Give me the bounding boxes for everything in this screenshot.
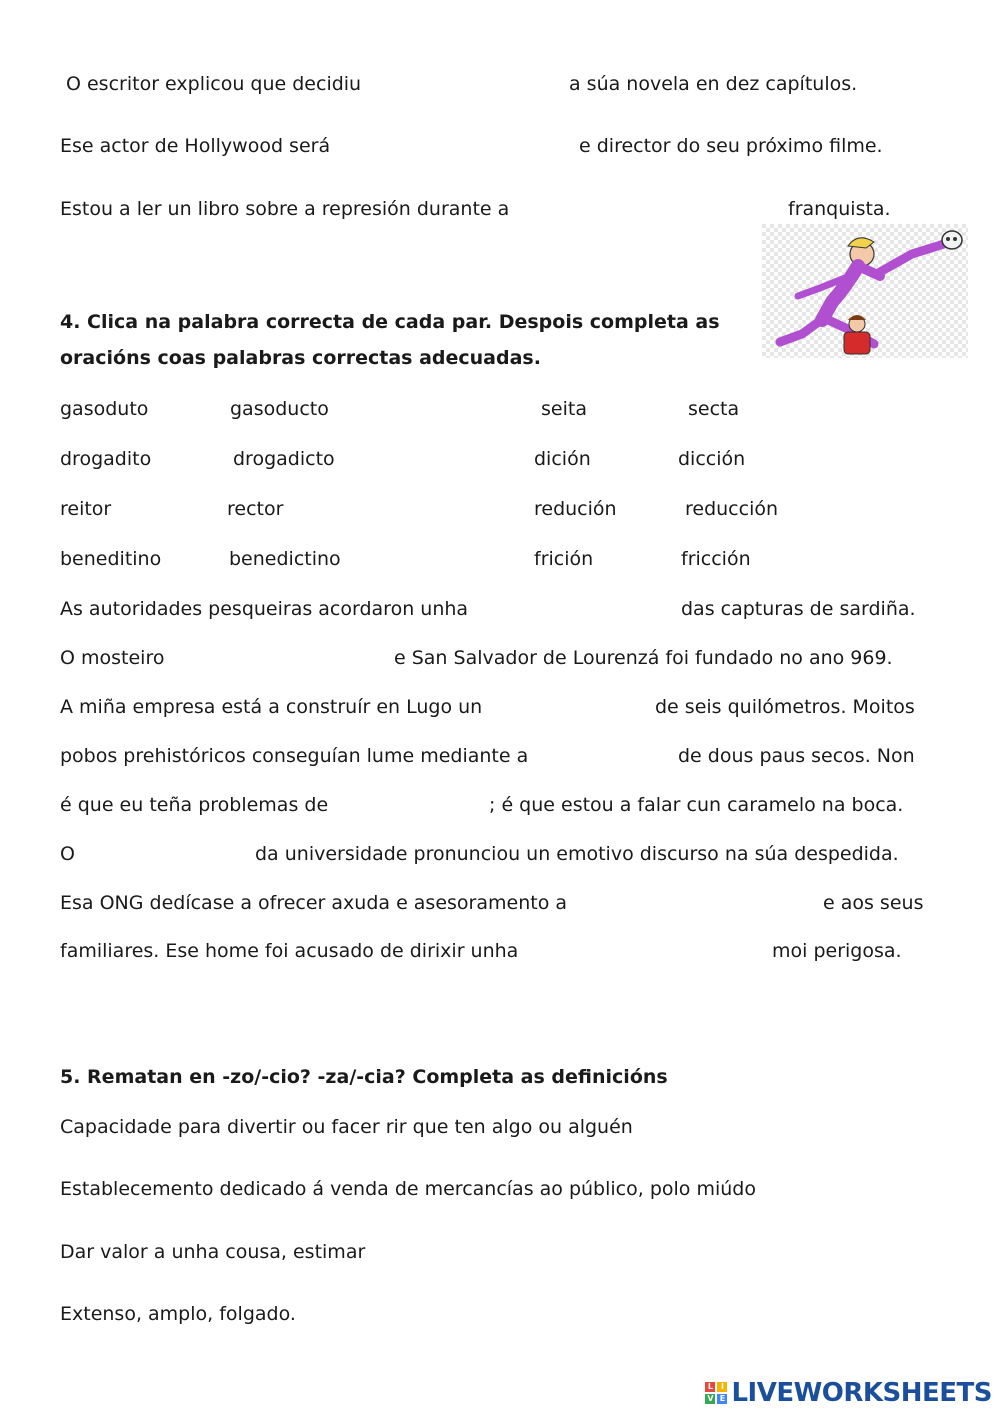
paragraph-line-3-start: A miña empresa está a construír en Lugo un [60, 696, 483, 718]
paragraph-line-4-end: de dous paus secos. Non [678, 745, 915, 767]
definition-2: Establecemento dedicado á venda de mercancías ao público, polo miúdo [60, 1178, 756, 1200]
section-4-heading-line-2: oracións coas palabras correctas adecuadas. [60, 347, 541, 369]
paragraph-line-6-end: da universidade pronunciou un emotivo discurso na súa despedida. [255, 843, 899, 865]
logo-cell-v: V [707, 1394, 714, 1403]
word-option-redución[interactable]: redución [534, 498, 617, 520]
blank-input-10[interactable] [604, 891, 816, 917]
paragraph-line-1-end: das capturas de sardiña. [681, 598, 916, 620]
blank-input-9[interactable] [84, 842, 248, 868]
sentence-2-end: e director do seu próximo filme. [579, 135, 883, 157]
word-option-gasoduto[interactable]: gasoduto [60, 398, 149, 420]
word-option-beneditino[interactable]: beneditino [60, 548, 162, 570]
paragraph-line-6-start: O [60, 843, 75, 865]
paragraph-line-2-start: O mosteiro [60, 647, 165, 669]
sentence-1-end: a súa novela en dez capítulos. [569, 73, 858, 95]
sentence-1-start: O escritor explicou que decidiu [66, 73, 362, 95]
paragraph-line-7-end: e aos seus [823, 892, 924, 914]
definition-3: Dar valor a unha cousa, estimar [60, 1241, 366, 1263]
paragraph-line-5-start: é que eu teña problemas de [60, 794, 329, 816]
word-option-diccion[interactable]: dicción [678, 448, 746, 470]
sentence-3-end: franquista. [788, 198, 891, 220]
blank-input-5[interactable] [180, 646, 389, 672]
sentence-2-start: Ese actor de Hollywood será [60, 135, 331, 157]
paragraph-line-8-end: moi perigosa. [772, 940, 902, 962]
definition-answer-3[interactable] [400, 1240, 644, 1266]
blank-input-1[interactable] [388, 72, 562, 98]
word-option-drogadicto[interactable]: drogadicto [233, 448, 335, 470]
sentence-3-start: Estou a ler un libro sobre a represión durante a [60, 198, 510, 220]
blank-input-8[interactable] [350, 793, 484, 819]
word-option-dicion[interactable]: dición [534, 448, 591, 470]
definition-1: Capacidade para divertir ou facer rir que ten algo ou alguén [60, 1116, 633, 1138]
logo-cell-i: I [717, 1382, 727, 1392]
word-option-secta[interactable]: secta [688, 398, 740, 420]
logo-cell-l: L [705, 1382, 715, 1392]
word-option-reduccion[interactable]: reducción [685, 498, 779, 520]
hamlet-figure-illustration [762, 224, 968, 358]
definition-answer-4[interactable] [330, 1302, 574, 1328]
paragraph-line-3-end: de seis quilómetros. Moitos [655, 696, 915, 718]
word-option-reitor[interactable]: reitor [60, 498, 112, 520]
definition-4: Extenso, amplo, folgado. [60, 1303, 296, 1325]
word-option-drogadito[interactable]: drogadito [60, 448, 152, 470]
liveworksheets-logo [705, 1378, 992, 1408]
liveworksheets-logo-icon [705, 1382, 727, 1404]
paragraph-line-4-start: pobos prehistóricos conseguían lume mediante a [60, 745, 529, 767]
paragraph-line-5-end: ; é que estou a falar cun caramelo na boca. [489, 794, 904, 816]
paragraph-line-7-start: Esa ONG dedícase a ofrecer axuda e asesoramento a [60, 892, 567, 914]
word-option-benedictino[interactable]: benedictino [229, 548, 341, 570]
paragraph-line-2-end: e San Salvador de Lourenzá foi fundado no ano 969. [394, 647, 893, 669]
word-option-friccion[interactable]: fricción [681, 548, 751, 570]
paragraph-line-1-start: As autoridades pesqueiras acordaron unha [60, 598, 469, 620]
liveworksheets-wordmark: LIVEWORKSHEETS [731, 1378, 992, 1408]
section-4-heading-line-1: 4. Clica na palabra correcta de cada par. Despois completa as [60, 311, 720, 333]
word-option-fricion[interactable]: frición [534, 548, 594, 570]
blank-input-11[interactable] [556, 939, 766, 965]
section-5-heading: 5. Rematan en -zo/-cio? -za/-cia? Completa as definicións [60, 1066, 668, 1088]
blank-input-2[interactable] [356, 134, 572, 160]
paragraph-line-8-start: familiares. Ese home foi acusado de dirixir unha [60, 940, 519, 962]
definition-answer-1[interactable] [680, 1115, 924, 1141]
word-option-gasoducto[interactable]: gasoducto [230, 398, 329, 420]
word-option-rector[interactable]: rector [227, 498, 284, 520]
logo-cell-e: E [717, 1394, 727, 1404]
blank-input-7[interactable] [561, 744, 673, 770]
blank-input-6[interactable] [515, 695, 649, 721]
definition-answer-2[interactable] [800, 1177, 934, 1203]
word-option-seita[interactable]: seita [541, 398, 587, 420]
blank-input-3[interactable] [550, 197, 780, 223]
blank-input-4[interactable] [500, 597, 674, 623]
